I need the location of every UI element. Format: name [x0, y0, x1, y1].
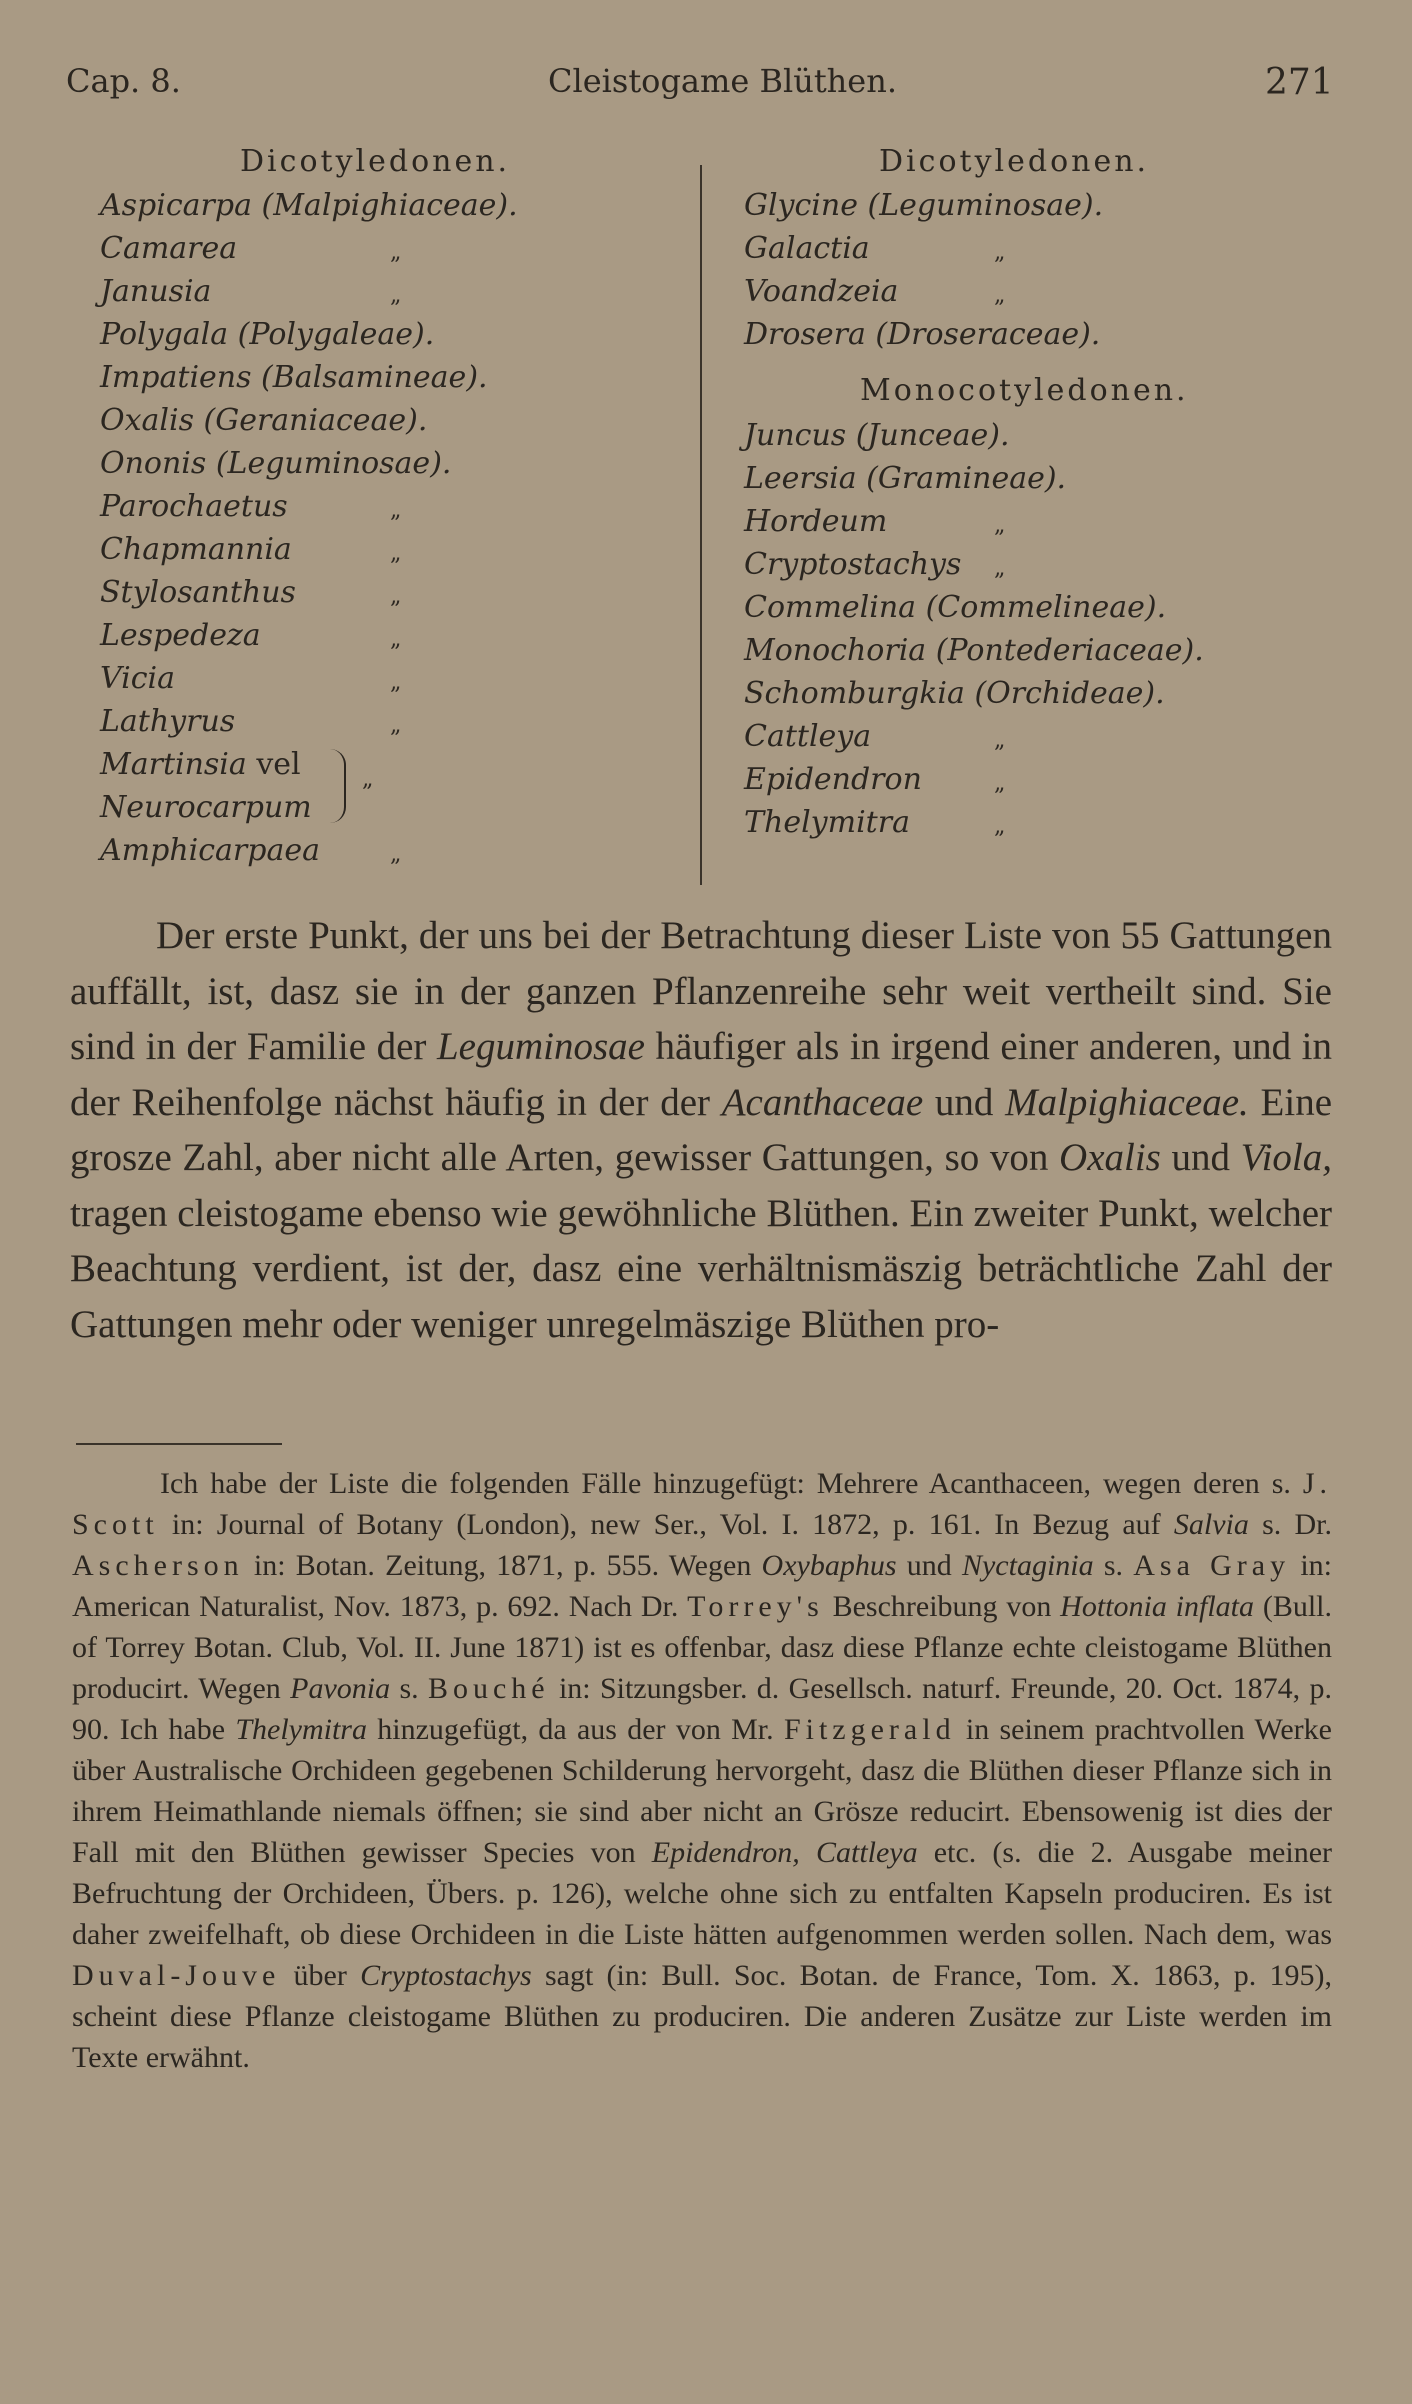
left-entries	[100, 184, 680, 743]
genus-list-right	[744, 140, 1324, 844]
genus-name: Leersia (Gramineae).	[744, 461, 1067, 496]
genus-name: Hordeum	[744, 504, 888, 539]
list-item	[744, 227, 1324, 270]
list-heading-dicotyledons: Dicotyledonen.	[879, 144, 1150, 179]
ditto-mark: „	[390, 283, 402, 308]
list-item	[100, 700, 680, 743]
italic-run: Pavonia	[290, 1672, 391, 1705]
genus-name: Vicia	[100, 661, 176, 696]
genus-name: Neurocarpum	[100, 790, 312, 825]
ditto-mark: „	[994, 513, 1006, 538]
list-item	[100, 657, 680, 700]
list-item	[744, 457, 1324, 500]
genus-name: Drosera (Droseraceae).	[744, 317, 1101, 352]
genus-name: Thelymitra	[744, 805, 910, 840]
text-run: über	[280, 1959, 361, 1992]
genus-name: Cryptostachys	[744, 547, 962, 582]
footnote-rule	[76, 1443, 282, 1445]
ditto-mark: „	[390, 240, 402, 265]
text-run: und	[1160, 1136, 1241, 1179]
genus-name: Galactia	[744, 231, 870, 266]
genus-name: Ononis (Leguminosae).	[100, 446, 452, 481]
column-divider	[700, 165, 702, 885]
italic-run: Viola,	[1240, 1136, 1332, 1179]
text-run: sagt (in: Bull. Soc. Botan. de France, Tom. X. 1863, p. 195), scheint diese Pflanze cleistogame Blüthen zu produciren. Die anderen Zusätze zur Liste werden im Texte erwähnt.	[72, 1959, 1332, 2074]
genus-name: Cattleya	[744, 719, 872, 754]
italic-run: Thelymitra	[235, 1713, 367, 1746]
genus-name: Parochaetus	[100, 489, 288, 524]
right-entries-monocots	[744, 414, 1324, 844]
ditto-mark: „	[994, 771, 1006, 796]
text-run: Beschreibung von	[823, 1590, 1061, 1623]
text-run: s.	[390, 1672, 428, 1705]
body-paragraph	[70, 908, 1332, 1352]
spaced-author: Duval-Jouve	[72, 1959, 281, 1992]
list-heading-monocotyledons: Monocotyledonen.	[860, 373, 1189, 408]
spaced-author: Fitzgerald	[783, 1713, 956, 1746]
italic-run: Oxalis	[1059, 1136, 1161, 1179]
list-item	[744, 543, 1324, 586]
ditto-mark: „	[390, 584, 402, 609]
ditto-mark: „	[994, 728, 1006, 753]
text-run: Der erste Punkt, der uns bei der Betrachtung dieser Liste von 55 Gattungen auffällt, ist, dasz sie in der ganzen Pflanzenreihe sehr weit vertheilt sind. Sie sind in der Familie der	[70, 914, 1332, 1068]
text-run: s.	[1093, 1549, 1134, 1582]
spaced-author: Torrey's	[687, 1590, 824, 1623]
list-item	[100, 356, 680, 399]
running-title: Cleistogame Blüthen.	[548, 62, 897, 100]
genus-name: Aspicarpa (Malpighiaceae).	[100, 188, 518, 223]
list-item	[744, 586, 1324, 629]
text-run: in: Sitzungsber. d. Gesellsch. naturf. Freunde, 20. Oct. 1874, p. 90. Ich habe	[72, 1672, 1332, 1746]
running-header	[0, 62, 1412, 114]
list-item	[744, 414, 1324, 457]
right-entries	[744, 184, 1324, 356]
genus-name: Chapmannia	[100, 532, 292, 567]
list-item	[100, 528, 680, 571]
italic-run: Hottonia inflata	[1060, 1590, 1255, 1623]
italic-run: Salvia	[1173, 1508, 1249, 1541]
text-run: tragen cleistogame ebenso wie gewöhnliche Blüthen. Ein zweiter Punkt, welcher Beachtung verdient, ist der, dasz eine verhältnismäszig beträchtliche Zahl der Gattungen mehr oder weniger unregelmäszige Blüthen pro-	[70, 1191, 1332, 1346]
genus-name: Stylosanthus	[100, 575, 296, 610]
ditto-mark: „	[390, 713, 402, 738]
list-item	[100, 184, 680, 227]
text-run: in: Journal of Botany (London), new Ser., Vol. I. 1872, p. 161. In Bezug auf	[158, 1508, 1174, 1541]
ditto-mark: „	[390, 670, 402, 695]
list-item	[100, 571, 680, 614]
list-item	[744, 758, 1324, 801]
text-run: s. Dr.	[1248, 1508, 1332, 1541]
text-run: hinzugefügt, da aus der von Mr.	[366, 1713, 784, 1746]
ditto-mark: „	[390, 541, 402, 566]
text-run: in: American Naturalist, Nov. 1873, p. 692. Nach Dr.	[72, 1549, 1332, 1623]
text-run: etc. (s. die 2. Ausgabe meiner Befruchtung der Orchideen, Übers. p. 126), welche ohne sich zu entfalten Kapseln produciren. Es ist daher zweifelhaft, ob diese Orchideen in die Liste hätten aufgenommen werden sollen. Nach dem, was	[72, 1836, 1333, 1951]
list-item	[100, 743, 680, 786]
italic-run: Oxybaphus	[761, 1549, 897, 1582]
italic-run: Acanthaceae	[721, 1080, 924, 1124]
spaced-author: J. Scott	[72, 1467, 1332, 1541]
genus-name: Impatiens (Balsamineae).	[100, 360, 488, 395]
ditto-mark: „	[994, 814, 1006, 839]
list-item	[744, 500, 1324, 543]
list-item	[100, 485, 680, 528]
list-item	[100, 614, 680, 657]
list-item	[100, 399, 680, 442]
genus-name: Voandzeia	[744, 274, 899, 309]
genus-name: Camarea	[100, 231, 238, 266]
spaced-author: Ascherson	[72, 1549, 244, 1582]
ditto-mark: „	[390, 627, 402, 652]
ditto-mark: „	[390, 498, 402, 523]
list-item	[744, 715, 1324, 758]
list-item	[100, 829, 680, 872]
ditto-mark: „	[994, 283, 1006, 308]
italic-run: Malpighiaceae.	[1005, 1080, 1249, 1124]
list-item	[100, 270, 680, 313]
ditto-mark: „	[994, 556, 1006, 581]
list-item	[744, 184, 1324, 227]
genus-name: Epidendron	[744, 762, 922, 797]
genus-name: Lathyrus	[100, 704, 236, 739]
text-run: und	[896, 1549, 962, 1582]
list-item	[100, 227, 680, 270]
list-item	[744, 801, 1324, 844]
text-run: häufiger als in irgend einer anderen, und in der Reihenfolge nächst häufig in der der	[70, 1025, 1332, 1124]
genus-name: Oxalis (Geraniaceae).	[100, 403, 428, 438]
genus-name: Monochoria (Pontederiaceae).	[744, 633, 1204, 668]
genus-name: Janusia	[100, 274, 212, 309]
ditto-mark: „	[362, 767, 374, 792]
italic-run: Leguminosae	[436, 1025, 645, 1068]
genus-name: Commelina (Commelineae).	[744, 590, 1167, 625]
ditto-mark: „	[994, 240, 1006, 265]
list-item	[744, 270, 1324, 313]
text-run: Eine grosze Zahl, aber nicht alle Arten, gewisser Gattungen, so von	[70, 1080, 1332, 1179]
genus-name: Glycine (Leguminosae).	[744, 188, 1104, 223]
spaced-author: Bouché	[427, 1672, 550, 1705]
genus-list-left	[100, 140, 680, 872]
list-heading-dicotyledons: Dicotyledonen.	[240, 144, 511, 179]
list-item	[100, 786, 680, 829]
italic-run: Nyctaginia	[961, 1549, 1094, 1582]
list-item	[744, 313, 1324, 356]
text-run: in: Botan. Zeitung, 1871, p. 555. Wegen	[243, 1549, 762, 1582]
genus-name: Polygala (Polygaleae).	[100, 317, 435, 352]
vel-word: vel	[256, 747, 301, 782]
curly-brace	[326, 749, 346, 823]
footnote	[72, 1463, 1332, 2078]
text-run: Ich habe der Liste die folgenden Fälle hinzugefügt: Mehrere Acanthaceen, wegen deren s.	[160, 1467, 1303, 1500]
list-item	[100, 313, 680, 356]
italic-run: Cryptostachys	[360, 1959, 532, 1992]
ditto-mark: „	[390, 842, 402, 867]
list-item	[744, 672, 1324, 715]
page-number: 271	[1265, 62, 1334, 103]
brace-group	[100, 743, 680, 829]
chapter-label: Cap. 8.	[66, 62, 181, 100]
text-run: und	[923, 1080, 1006, 1124]
italic-run: Epidendron, Cattleya	[651, 1836, 918, 1869]
genus-name: Juncus (Junceae).	[744, 418, 1010, 453]
list-item	[744, 629, 1324, 672]
text-run: (Bull. of Torrey Botan. Club, Vol. II. June 1871) ist es offenbar, dasz diese Pflanze echte cleistogame Blüthen producirt. Wegen	[72, 1590, 1333, 1705]
genus-name: Amphicarpaea	[100, 833, 320, 868]
genus-name: Lespedeza	[100, 618, 261, 653]
genus-name: Martinsia	[100, 747, 247, 782]
genus-name: Schomburgkia (Orchideae).	[744, 676, 1165, 711]
list-item	[100, 442, 680, 485]
text-run: in seinem prachtvollen Werke über Australische Orchideen gegebenen Schilderung hervorgeht, dasz die Blüthen dieser Pflanze sich in ihrem Heimathlande niemals öffnen; sie sind aber nicht an Grösze reducirt. Ebensowenig ist dies der Fall mit den Blüthen gewisser Species von	[72, 1713, 1332, 1869]
spaced-author: Asa Gray	[1133, 1549, 1291, 1582]
